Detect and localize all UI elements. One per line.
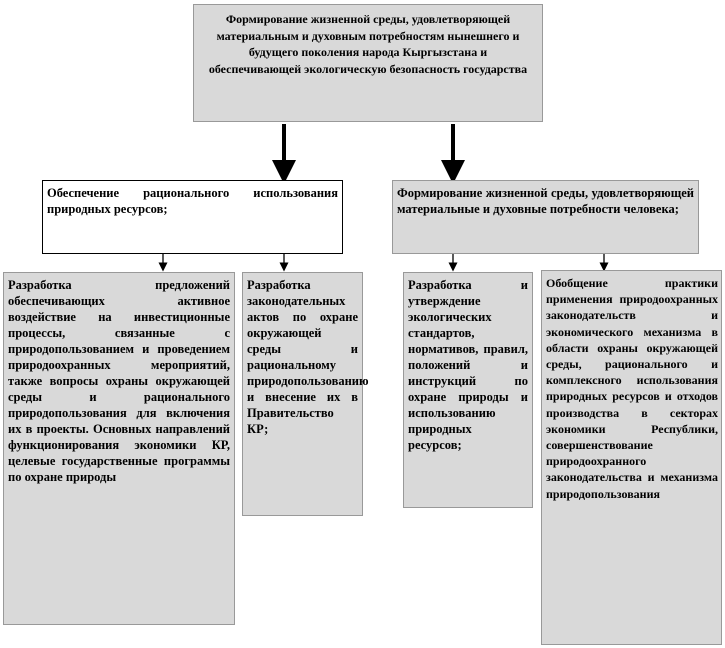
legislation-development-box — [242, 272, 369, 516]
living-environment-text: Формирование жизненной среды, удовлетворяющей материальные и духовные потребности человека; — [397, 186, 694, 216]
top-goal-text: Формирование жизненной среды, удовлетворяющей материальным и духовным потребностям нынешнего и будущего поколения народа Кыргызстана и обеспечивающей экологическую безопасность государства — [208, 12, 528, 76]
living-environment-box — [392, 180, 699, 254]
practice-generalization-box — [541, 270, 722, 645]
legislation-development-text: Разработка законодательных актов по охране окружающей среды и рациональному природопользованию и внесение их в Правительство КР; — [247, 278, 369, 436]
top-goal-box — [193, 4, 543, 122]
standards-approval-box — [403, 272, 533, 508]
rational-use-box — [42, 180, 343, 254]
rational-use-text: Обеспечение рационального использования природных ресурсов; — [47, 186, 338, 216]
proposals-development-text: Разработка предложений обеспечивающих активное воздействие на инвестиционные процессы, связанные с природопользованием и проведением природоохранных мероприятий, также вопросы охраны окружающей среды и рационального природопользования для включения их в проекты. Основных направлений функционирования экономики КР, целевые государственные программы по охране природы — [8, 278, 230, 484]
practice-generalization-text: Обобщение практики применения природоохранных законодательств и экономического механизма в области охраны окружающей среды, рационального и комплексного использования природных ресурсов и отходов производства в секторах экономики Республики, совершенствование природоохранного законодательства и механизма природопользования — [546, 276, 718, 501]
proposals-development-box — [3, 272, 235, 625]
standards-approval-text: Разработка и утверждение экологических стандартов, нормативов, правил, положений и инструкций по охране природы и использованию природных ресурсов; — [408, 278, 528, 452]
